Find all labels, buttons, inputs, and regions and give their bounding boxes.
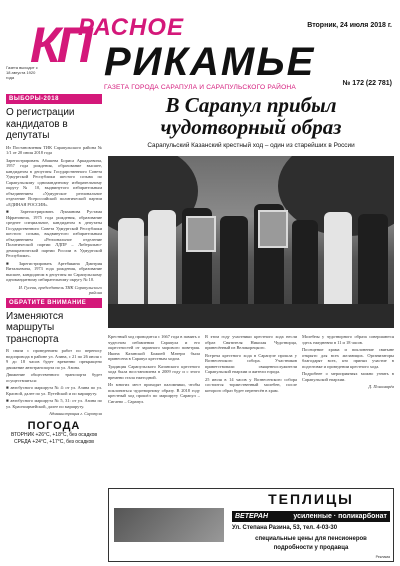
weather-line: ВТОРНИК +26°С, +18°С, без осадков xyxy=(10,432,98,438)
ad-strip xyxy=(232,511,390,522)
story-paragraph: Из многих мест приходят паломники, чтобы поклониться чудотворному образу. В 2018 году крестный ход прошёл по маршруту Сарапул – Сигаево – Сарапул. xyxy=(108,382,200,404)
ad-right xyxy=(229,489,393,561)
icon-frame xyxy=(186,216,216,252)
main-story-header xyxy=(108,94,394,149)
elections-paragraph: ■ Зарегистрировать Артебякина Дмитрия Витальевича, 1973 года рождения, образование высшее, кандидатом в депутаты по Сарапульскому одномандатному избирательному округу № 10. xyxy=(6,260,102,282)
ad-title: ТЕПЛИЦЫ xyxy=(268,491,354,507)
photo-ground xyxy=(108,304,394,328)
story-paragraph: Посещение храма и поклонение святыне открыто для всех желающих. Организаторы благодарят всех, кто принял участие в подготовке и проведении крестного хода. xyxy=(302,347,394,369)
transport-text xyxy=(6,348,102,409)
ad-left xyxy=(109,489,229,561)
rubric-elections: ВЫБОРЫ-2018 xyxy=(6,94,102,104)
transport-headline: Изменяются маршруты транспорта xyxy=(6,310,64,345)
transport-paragraph: В связи с проведением работ по переносу водопровода в районе ул. Азина, с 21 по 26 июля с 9 до 18 часов будет временно прекращено движение автотранспорта по ул. Азина. xyxy=(6,348,102,370)
story-paragraph: Молебны у чудотворного образа совершаются здесь ежедневно в 11 и 18 часов. xyxy=(302,334,394,345)
icon-frame xyxy=(258,210,288,248)
story-column xyxy=(205,334,297,484)
ad-strip-text: усиленные · поликарбонат xyxy=(293,512,387,520)
elections-paragraph: Зарегистрировать Абашева Бориса Аркадьевича, 1957 года рождения, образование высшее, кандидатом в депутаты Государственного Совета Удмуртской Республики шестого созыва по Сарапульскому одномандатному избирательному округу № 10, выдвинутого избирательным объединением «Удмуртское региональное отделение Всероссийской политической партии «ЕДИНАЯ РОССИЯ». xyxy=(6,157,102,207)
masthead xyxy=(0,0,400,92)
logo-prikamye: РИКАМЬЕ xyxy=(104,40,316,84)
issue-date: Вторник, 24 июля 2018 г. xyxy=(307,22,392,29)
main-subheadline: Сарапульский Казанский крестный ход – один из старейших в России xyxy=(147,142,355,150)
main-headline: В Сарапул прибыл чудотворный образ xyxy=(160,93,342,140)
ad-greenhouse-image xyxy=(114,508,224,542)
weather-box xyxy=(6,420,102,446)
story-paragraph: Традиция Сарапульского Казанского крестного хода была восстановлена в 2009 году и с этого времени стала ежегодной. xyxy=(108,363,200,380)
story-paragraph: В этом году участники крестного хода несли образ Святителя Николая Чудотворца, принесённый из Великорецкого. xyxy=(205,334,297,350)
ad-brand: ВЕТЕРАН xyxy=(235,512,269,520)
elections-text xyxy=(6,145,102,283)
story-paragraph: Встреча крестного хода в Сарапуле прошла у Вознесенского собора. Участников приветствовали священнослужители Сарапульской епархии и жители города. xyxy=(205,352,297,374)
elections-paragraph: Из Постановления ТИК Сарапульского района № 1/1 от 20 июля 2018 года xyxy=(6,144,102,155)
elections-headline: О регистрации кандидатов в депутаты xyxy=(6,107,75,141)
story-paragraph: Крестный ход проводится с 1667 года в память о чудесном избавлении Сарапула и его окрестностей от заразного морового поветрия. Икона Казанской Божией Матери была принесена в Сарапул крестным ходом. xyxy=(108,334,200,361)
story-paragraph: 25 июля в 14 часов у Вознесенского собора состоится торжественный молебен, после которого образ будет перенесён в храм. xyxy=(205,376,297,393)
ad-line: специальные цены для пенсионеров xyxy=(255,535,367,542)
story-column xyxy=(108,334,200,484)
transport-paragraph: ■ автобусного маршрута № 4: от ул. Азина по ул. Красной, далее по ул. Путейской и по маршруту. xyxy=(6,385,102,396)
logo-kp: КП xyxy=(30,17,89,73)
weather-title: ПОГОДА xyxy=(27,420,81,432)
ad-disclaimer: Реклама xyxy=(375,555,390,559)
left-column xyxy=(6,94,102,562)
masthead-tagline: ГАЗЕТА ГОРОДА САРАПУЛА И САРАПУЛЬСКОГО РАЙОНА xyxy=(104,84,296,91)
story-signature: Д. Пономарёв xyxy=(368,384,394,389)
logo-krasnoe: РАСНОЕ xyxy=(78,14,184,41)
story-paragraph: Подробнее о мероприятиях можно узнать в Сарапульской епархии. xyxy=(302,371,394,382)
elections-paragraph: ■ Зарегистрировать Лукманова Рустама Ифратовича, 1975 года рождения, образование среднее специальное, кандидатом в депутаты Государственного Совета Удмуртской Республики шестого созыва, выдвинутого избирательным объединением «Региональное отделение Политической партии ЛДПР – Либерально-демократической партии России в Удмуртской Республике». xyxy=(6,209,102,258)
issue-number: № 172 (22 781) xyxy=(342,80,392,87)
elections-signature: И. Гусева, председатель ТИК Сарапульского района xyxy=(18,284,102,295)
rubric-transport: ОБРАТИТЕ ВНИМАНИЕ xyxy=(6,298,102,308)
transport-paragraph: ■ автобусного маршрута № 5, 31: от ул. Азина по ул. Красноармейской, далее по маршруту. xyxy=(6,398,102,409)
procession-photo xyxy=(108,156,394,328)
ad-line: подробности у продавца xyxy=(273,545,349,552)
transport-paragraph: Движение общественного транспорта будет осуществляться: xyxy=(6,372,102,383)
weather-line: СРЕДА +24°С, +17°С, без осадков xyxy=(14,439,94,445)
ad-address: Ул. Степана Разина, 53, тел. 4-03-30 xyxy=(232,525,338,532)
founded-note: Газета выходит с 18 августа 1920 года xyxy=(6,65,38,80)
main-story-body xyxy=(108,334,394,484)
greenhouse-ad xyxy=(108,488,394,562)
transport-signature: Администрация г. Сарапула xyxy=(49,411,102,416)
story-column xyxy=(302,334,394,484)
